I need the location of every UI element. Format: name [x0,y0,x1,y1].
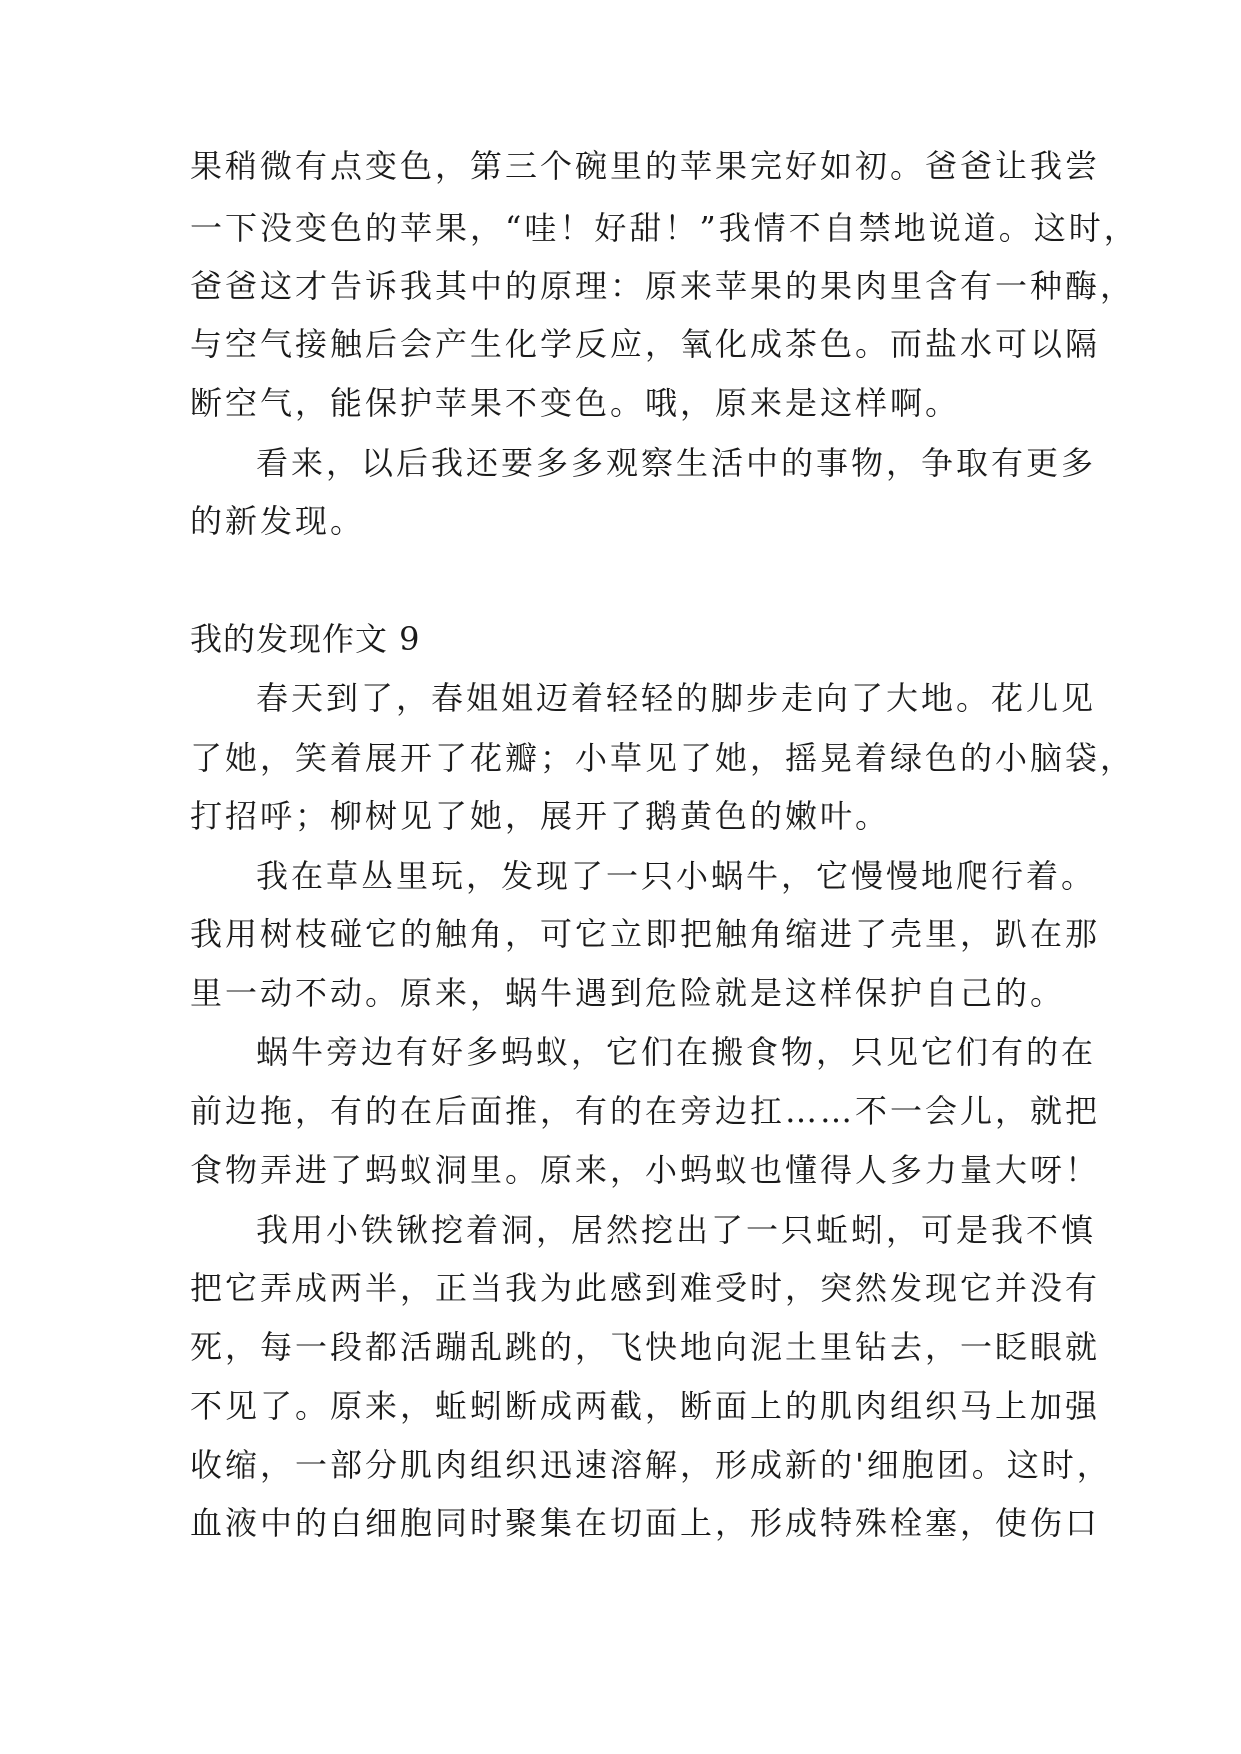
text-line: 里一动不动。原来，蜗牛遇到危险就是这样保护自己的。 [190,974,1066,1012]
section-title: 我的发现作文 9 [190,620,421,658]
text-line: 收缩，一部分肌肉组织迅速溶解，形成新的'细胞团。这时， [190,1446,1112,1484]
text-line: 把它弄成两半，正当我为此感到难受时，突然发现它并没有 [190,1269,1101,1307]
text-line: 看来，以后我还要多多观察生活中的事物，争取有更多 [256,444,1097,482]
text-line: 果稍微有点变色，第三个碗里的苹果完好如初。爸爸让我尝 [190,147,1101,185]
text-line: 蜗牛旁边有好多蚂蚁，它们在搬食物，只见它们有的在 [256,1033,1097,1071]
text-line: 我用树枝碰它的触角，可它立即把触角缩进了壳里，趴在那 [190,915,1101,953]
text-line: 不见了。原来，蚯蚓断成两截，断面上的肌肉组织马上加强 [190,1387,1101,1425]
text-line: 血液中的白细胞同时聚集在切面上，形成特殊栓塞，使伤口 [190,1504,1101,1542]
text-line: 死，每一段都活蹦乱跳的，飞快地向泥土里钻去，一眨眼就 [190,1328,1101,1366]
text-line: 我在草丛里玩，发现了一只小蜗牛，它慢慢地爬行着。 [256,857,1097,895]
text-line: 我用小铁锹挖着洞，居然挖出了一只蚯蚓，可是我不慎 [256,1211,1097,1249]
text-line: 春天到了，春姐姐迈着轻轻的脚步走向了大地。花儿见 [256,679,1097,717]
text-line: 了她，笑着展开了花瓣；小草见了她，摇晃着绿色的小脑袋， [190,739,1136,777]
text-line: 爸爸这才告诉我其中的原理：原来苹果的果肉里含有一种酶， [190,267,1136,305]
text-line: 一下没变色的苹果，“哇！好甜！”我情不自禁地说道。这时， [190,209,1139,247]
text-line: 食物弄进了蚂蚁洞里。原来，小蚂蚁也懂得人多力量大呀！ [190,1151,1101,1189]
text-line: 前边拖，有的在后面推，有的在旁边扛……不一会儿，就把 [190,1092,1101,1130]
text-line: 断空气，能保护苹果不变色。哦，原来是这样啊。 [190,384,961,422]
text-line: 与空气接触后会产生化学反应，氧化成茶色。而盐水可以隔 [190,325,1101,363]
text-line: 的新发现。 [190,502,366,540]
text-line: 打招呼；柳树见了她，展开了鹅黄色的嫩叶。 [190,797,891,835]
